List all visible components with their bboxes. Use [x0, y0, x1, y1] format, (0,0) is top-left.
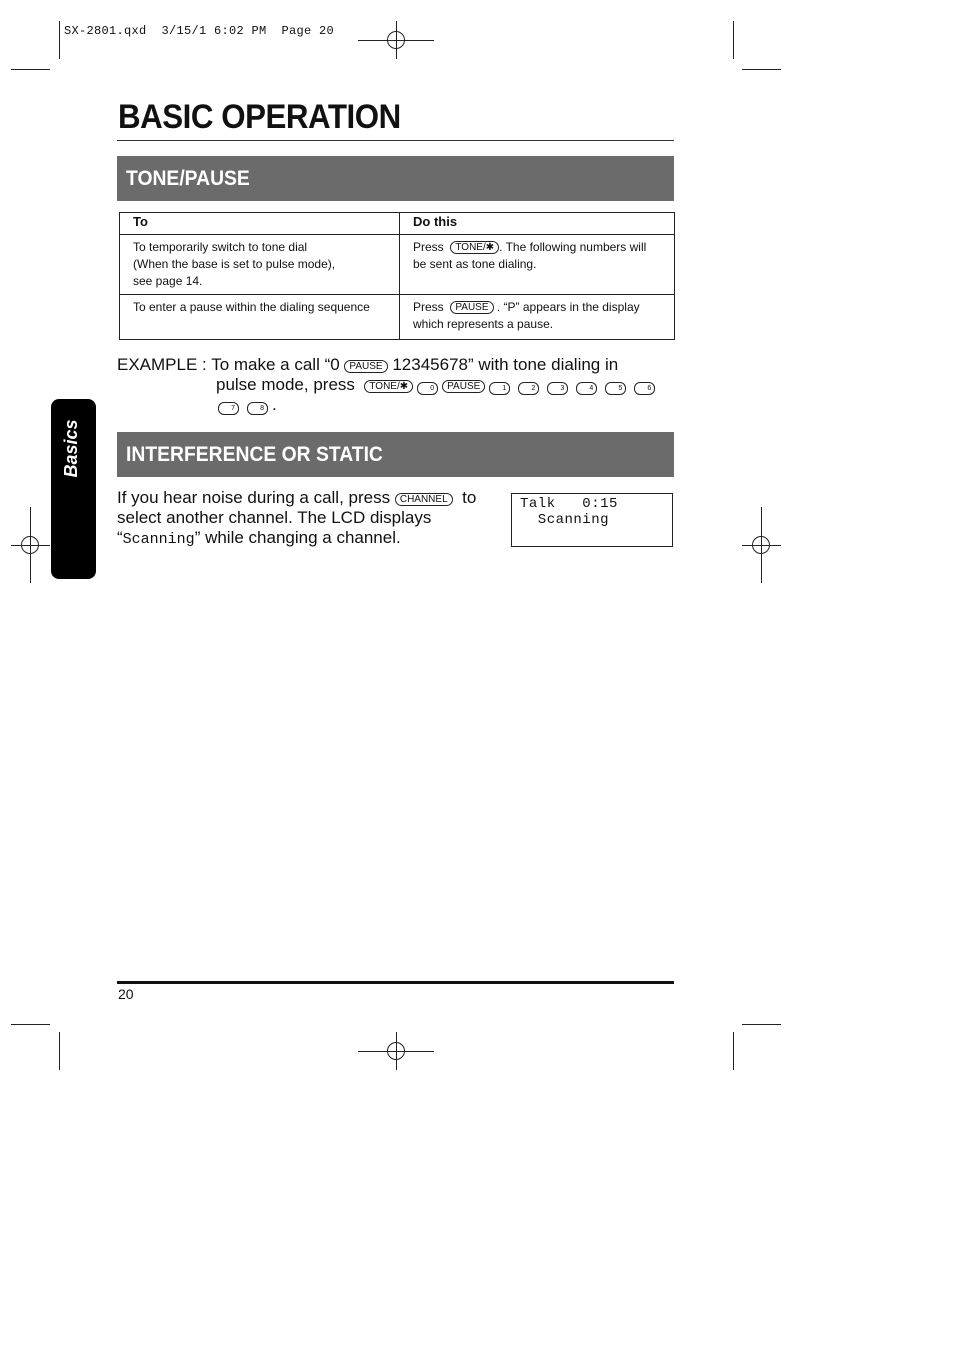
pause-key: PAUSE	[450, 301, 493, 314]
registration-mark	[21, 536, 39, 554]
example-line-3	[216, 395, 277, 415]
digit-key-4: 4	[576, 382, 597, 395]
digit-key-8: 8	[247, 402, 268, 415]
side-tab-label: Basics	[61, 419, 81, 478]
table-header-row	[120, 213, 675, 235]
registration-mark	[752, 536, 770, 554]
pause-key: PAUSE	[442, 380, 485, 393]
cell-text: which represents a pause.	[413, 317, 554, 331]
digit-key-6: 6	[634, 382, 655, 395]
crop-mark	[11, 69, 50, 70]
example-text: pulse mode, press	[216, 375, 355, 394]
crop-mark	[59, 1032, 60, 1070]
interference-paragraph	[117, 488, 507, 550]
paragraph-text: select another channel. The LCD displays	[117, 508, 432, 527]
digit-key-2: 2	[518, 382, 539, 395]
digit-key-5: 5	[605, 382, 626, 395]
lcd-line: Talk 0:15	[520, 496, 618, 512]
example-line-1	[117, 355, 618, 375]
example-label: EXAMPLE :	[117, 355, 212, 374]
crop-mark	[733, 1032, 734, 1070]
paragraph-text: If you hear noise during a call, press	[117, 488, 391, 507]
lcd-display	[511, 493, 673, 547]
registration-mark	[387, 1042, 405, 1060]
cell-text: . “P” appears in the display	[496, 300, 640, 314]
paragraph-text: ” while changing a channel.	[194, 528, 401, 547]
digit-key-7: 7	[218, 402, 239, 415]
example-text: 12345678” with tone dialing in	[392, 355, 619, 374]
title-rule	[117, 140, 674, 141]
digit-key-0: 0	[417, 382, 438, 395]
section-heading-tone-pause: TONE/PAUSE	[117, 156, 674, 201]
column-header-do-this: Do this	[400, 213, 675, 235]
page-number: 20	[118, 986, 134, 1002]
example-text: .	[272, 395, 277, 414]
paragraph-text: “	[117, 528, 123, 547]
table-cell-to	[120, 295, 400, 340]
column-header-to: To	[120, 213, 400, 235]
file-slug: SX-2801.qxd 3/15/1 6:02 PM Page 20	[64, 24, 335, 38]
table-cell-do-this	[400, 295, 675, 340]
registration-mark	[387, 31, 405, 49]
digit-key-1: 1	[489, 382, 510, 395]
crop-mark	[742, 1024, 781, 1025]
tone-pause-table	[119, 212, 675, 340]
tone-key: TONE/✱	[364, 380, 413, 393]
cell-text: Press	[413, 300, 444, 314]
example-text: To make a call “0	[211, 355, 340, 374]
section-heading-interference: INTERFERENCE OR STATIC	[117, 432, 674, 477]
channel-key: CHANNEL	[395, 493, 453, 506]
crop-mark	[11, 1024, 50, 1025]
table-row	[120, 295, 675, 340]
tone-key: TONE/✱	[450, 241, 499, 254]
crop-mark	[59, 21, 60, 59]
cell-text: see page 14.	[133, 274, 203, 288]
lcd-line: Scanning	[520, 512, 610, 528]
table-cell-do-this	[400, 235, 675, 295]
cell-text: be sent as tone dialing.	[413, 257, 537, 271]
pause-key: PAUSE	[344, 360, 387, 373]
crop-mark	[733, 21, 734, 59]
example-line-2	[216, 375, 659, 395]
cell-text: To temporarily switch to tone dial	[133, 240, 308, 254]
lcd-word: Scanning	[122, 531, 195, 548]
page-title: BASIC OPERATION	[118, 98, 401, 136]
crop-mark	[742, 69, 781, 70]
paragraph-text: to	[462, 488, 477, 507]
footer-rule	[117, 981, 674, 984]
digit-key-3: 3	[547, 382, 568, 395]
table-row	[120, 235, 675, 295]
cell-text: . The following numbers will	[499, 240, 647, 254]
table-cell-to	[120, 235, 400, 295]
cell-text: To enter a pause within the dialing sequence	[133, 300, 370, 314]
cell-text: Press	[413, 240, 444, 254]
cell-text: (When the base is set to pulse mode),	[133, 257, 336, 271]
